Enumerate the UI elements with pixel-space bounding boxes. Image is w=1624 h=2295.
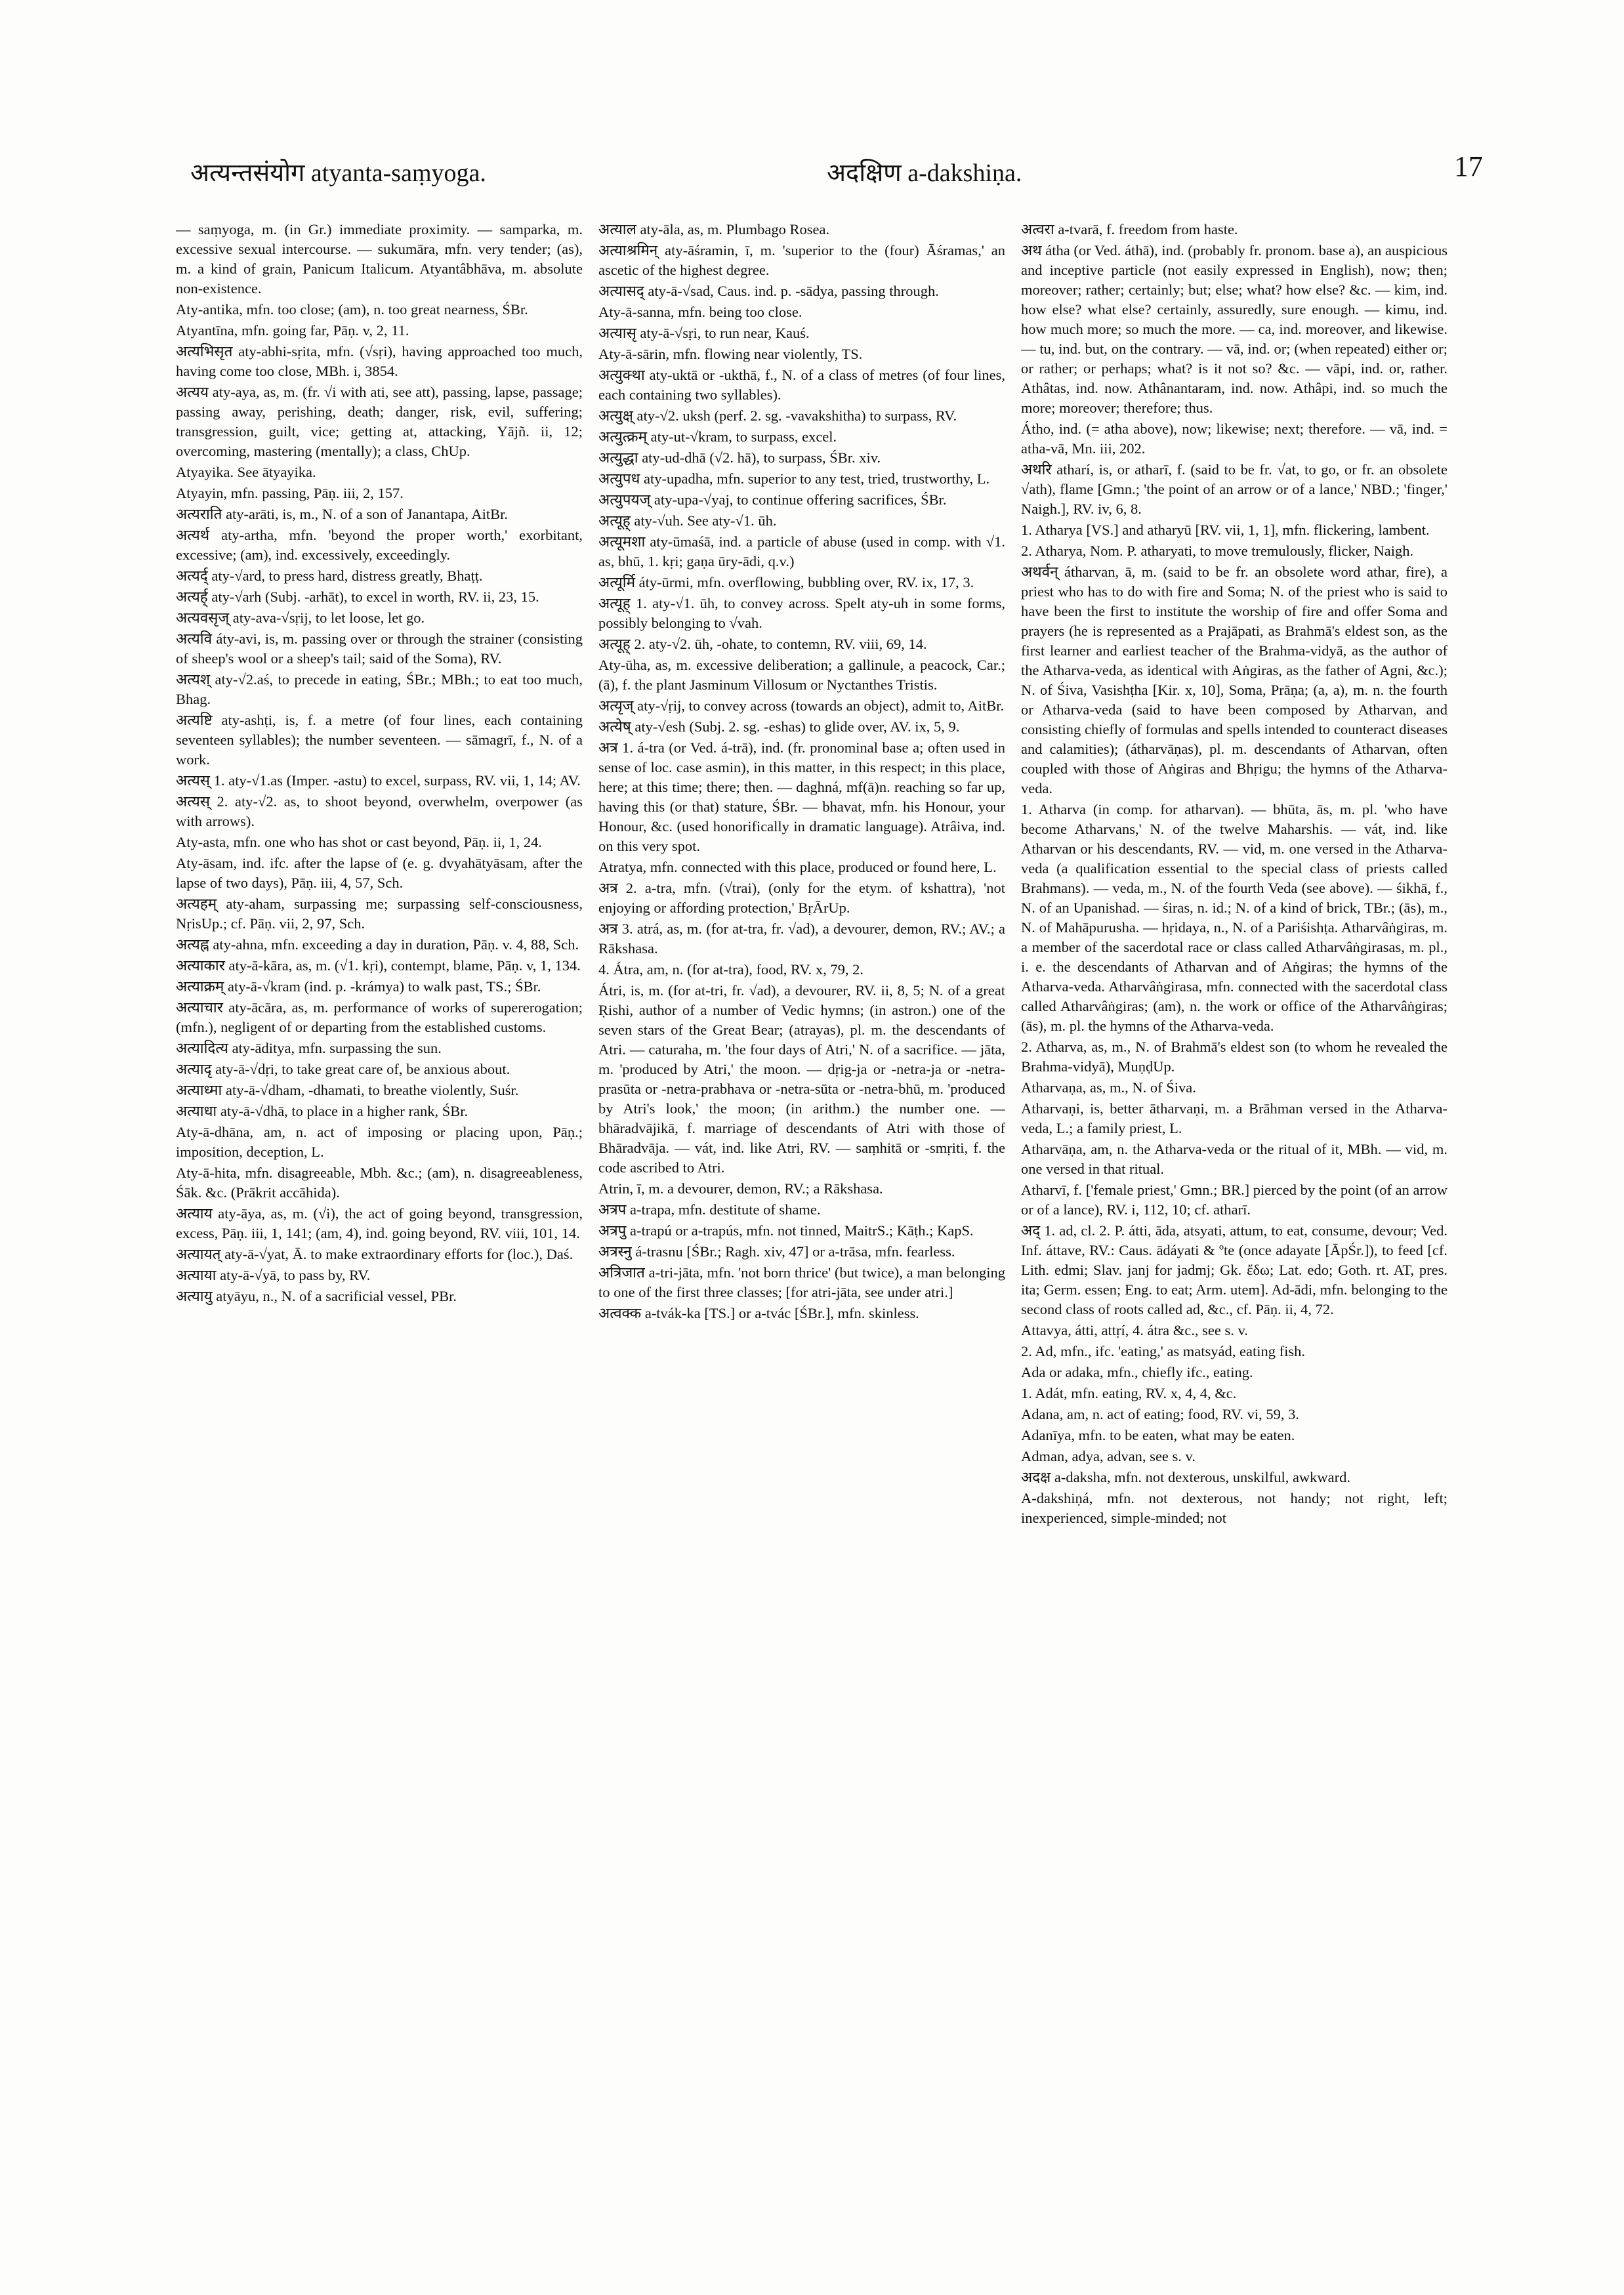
dictionary-entry: अत्याय aty-āya, as, m. (√i), the act of going beyond, transgression, excess, Pāṇ. iii, 1, 141; (am, 4), ind. going beyond, RV. viii, 101, 14. xyxy=(176,1205,583,1241)
header-right-guide-word: अदक्षिण a-dakshiṇa. xyxy=(827,159,1022,187)
dictionary-entry: अत्यय aty-aya, as, m. (fr. √i with ati, see att), passing, lapse, passage; passing away, perishing, death; danger, risk, evil, suffering; transgression, guilt, vice; getting at, attacking, Yājñ. ii, 12; overcoming, mastering (mentally); a class, ChUp. xyxy=(176,384,583,459)
dictionary-entry: अत्याध्मा aty-ā-√dham, -dhamati, to breathe violently, Suśr. xyxy=(176,1082,519,1098)
dictionary-entry: अत्यूह् aty-√uh. See aty-√1. ūh. xyxy=(598,512,777,529)
dictionary-entry: अत्यूह् 2. aty-√2. ūh, -ohate, to contemn, RV. viii, 69, 14. xyxy=(598,636,927,652)
dictionary-entry: अत्यासद् aty-ā-√sad, Caus. ind. p. -sādya, passing through. xyxy=(598,283,939,299)
dictionary-entry: अत्यादृ aty-ā-√dṛi, to take great care of, be anxious about. xyxy=(176,1061,510,1077)
dictionary-entry: अत्यवसृज् aty-ava-√sṛij, to let loose, let go. xyxy=(176,610,425,626)
dictionary-entry: Aty-āsam, ind. ifc. after the lapse of (e. g. dvyahātyāsam, after the lapse of two days), Pāṇ. iii, 4, 57, Sch. xyxy=(176,855,583,891)
dictionary-entry: Adana, am, n. act of eating; food, RV. vi, 59, 3. xyxy=(1021,1406,1299,1422)
dictionary-entry: Adanīya, mfn. to be eaten, what may be eaten. xyxy=(1021,1427,1295,1443)
dictionary-entry: अत्याश्रमिन् aty-āśramin, ī, m. 'superior to the (four) Āśramas,' an ascetic of the highest degree. xyxy=(598,242,1005,278)
dictionary-entry: अद् 1. ad, cl. 2. P. átti, āda, atsyati, attum, to eat, consume, devour; Ved. Inf. áttave, RV.: Caus. ādáyati & ºte (once adayate [ĀpŚr.]), to feed [cf. Lith. edmi; Slav. janj for jadmj; Gk. ἔδω; Lat. edo; Goth. rt. AT, pres. ita; Germ. essen; Eng. to eat; Arm. utem]. Ad-ādi, mfn. belonging to the second class of roots called ad, &c., cf. Pāṇ. ii, 4, 72. xyxy=(1021,1222,1447,1317)
dictionary-entry: Aty-ā-hita, mfn. disagreeable, Mbh. &c.; (am), n. disagreeableness, Śāk. &c. (Prākrit accāhida). xyxy=(176,1165,583,1201)
page-header xyxy=(144,150,1483,202)
dictionary-entry: अत्यूर्मि áty-ūrmi, mfn. overflowing, bubbling over, RV. ix, 17, 3. xyxy=(598,574,974,590)
dictionary-entry: अत्युपध aty-upadha, mfn. superior to any test, tried, trustworthy, L. xyxy=(598,470,990,487)
dictionary-entry: अत्रस्नु á-trasnu [ŚBr.; Ragh. xiv, 47] or a-trāsa, mfn. fearless. xyxy=(598,1243,955,1260)
dictionary-entry: अत्रप a-trapa, mfn. destitute of shame. xyxy=(598,1201,821,1218)
dictionary-entry: अथरि atharí, is, or atharī, f. (said to be fr. √at, to go, or fr. an obsolete √ath), flame [Gmn.; 'the point of an arrow or of a lance,' NBD.; 'finger,' Naigh.], RV. iv, 6, 8. xyxy=(1021,461,1447,517)
dictionary-entry: Aty-asta, mfn. one who has shot or cast beyond, Pāṇ. ii, 1, 24. xyxy=(176,834,543,850)
dictionary-entry: अत्याकार aty-ā-kāra, as, m. (√1. kṛi), contempt, blame, Pāṇ. v, 1, 134. xyxy=(176,957,581,974)
dictionary-entry: Atyayika. See ātyayika. xyxy=(176,464,316,480)
dictionary-entry: अत्युत्क्रम् aty-ut-√kram, to surpass, excel. xyxy=(598,428,837,445)
dictionary-entry: अत्यस् 2. aty-√2. as, to shoot beyond, overwhelm, overpower (as with arrows). xyxy=(176,793,583,829)
dictionary-entry: अत्यर्ह् aty-√arh (Subj. -arhāt), to excel in worth, RV. ii, 23, 15. xyxy=(176,589,539,605)
dictionary-entry: 1. Adát, mfn. eating, RV. x, 4, 4, &c. xyxy=(1021,1385,1237,1401)
header-left-guide-word: अत्यन्तसंयोग atyanta-saṃyoga. xyxy=(190,159,486,187)
dictionary-entry: Atrin, ī, m. a devourer, demon, RV.; a Rākshasa. xyxy=(598,1180,883,1197)
dictionary-entry: अत्रपु a-trapú or a-trapús, mfn. not tinned, MaitrS.; Kāṭh.; KapS. xyxy=(598,1222,974,1239)
dictionary-entry: अत्र 2. a-tra, mfn. (√trai), (only for the etym. of kshattra), 'not enjoying or affording protection,' BṛĀrUp. xyxy=(598,880,1005,916)
page-number: 17 xyxy=(1454,150,1483,182)
dictionary-entry: Attavya, átti, attṛí, 4. átra &c., see s. v. xyxy=(1021,1322,1248,1338)
dictionary-entry: 4. Átra, am, n. (for at-tra), food, RV. x, 79, 2. xyxy=(598,961,864,978)
dictionary-entry: अत्यस् 1. aty-√1.as (Imper. -astu) to excel, surpass, RV. vii, 1, 14; AV. xyxy=(176,772,581,789)
dictionary-entry: अत्यूमशा aty-ūmaśā, ind. a particle of abuse (used in comp. with √1. as, bhū, 1. kṛi; gaṇa ūry-ādi, q.v.) xyxy=(598,533,1005,569)
dictionary-entry: अत्यभिसृत aty-abhi-sṛita, mfn. (√sṛi), having approached too much, having come too close, MBh. i, 3854. xyxy=(176,343,583,379)
dictionary-entry: Ada or adaka, mfn., chiefly ifc., eating. xyxy=(1021,1364,1253,1380)
dictionary-entry: Átho, ind. (= atha above), now; likewise; next; therefore. — vā, ind. = atha-vā, Mn. iii, 202. xyxy=(1021,421,1447,457)
column-1 xyxy=(176,220,583,2254)
dictionary-entry: अथ átha (or Ved. áthā), ind. (probably fr. pronom. base a), an auspicious and inceptive particle (not easily expressed in English), now; then; moreover; rather; certainly; but; else; what? how else? &c. — kim, ind. how else? what else? certainly, assuredly, sure enough. — kimu, ind. how much more; so much the more. — ca, ind. moreover, and likewise. — tu, ind. but, on the contrary. — vā, ind. or; (when repeated) either or; or rather; or perhaps; what? is it not so? &c. — vāpi, ind. or, rather. Athâtas, ind. now. Athânantaram, ind. now. Athâpi, ind. so much the more; moreover; therefore; thus. xyxy=(1021,242,1447,416)
dictionary-entry: अत्यष्टि aty-ashṭi, is, f. a metre (of four lines, each containing seventeen syllables); the number seventeen. — sāmagrī, f., N. of a work. xyxy=(176,712,583,768)
dictionary-entry: Atharvaṇi, is, better ātharvaṇi, m. a Brāhman versed in the Atharva-veda, L.; a family priest, L. xyxy=(1021,1100,1447,1136)
dictionary-entry: अत्याल aty-āla, as, m. Plumbago Rosea. xyxy=(598,221,830,238)
dictionary-entry: अत्वरा a-tvarā, f. freedom from haste. xyxy=(1021,221,1238,238)
dictionary-entry: Atharvāṇa, am, n. the Atharva-veda or the ritual of it, MBh. — vid, m. one versed in that ritual. xyxy=(1021,1141,1447,1177)
dictionary-entry: अत्याचार aty-ācāra, as, m. performance of works of supererogation; (mfn.), negligent of or departing from the established customs. xyxy=(176,999,583,1035)
dictionary-entry: Aty-ā-dhāna, am, n. act of imposing or placing upon, Pāṇ.; imposition, deception, L. xyxy=(176,1124,583,1160)
dictionary-entry: Átri, is, m. (for at-tri, fr. √ad), a devourer, RV. ii, 8, 5; N. of a great Ṛishi, author of a number of Vedic hymns; (in astron.) one of the seven stars of the Great Bear; (atrayas), pl. m. the descendants of Atri. — caturaha, m. 'the four days of Atri,' N. of a sacrifice. — jāta, m. 'produced by Atri,' the moon. — dṛig-ja or -netra-ja or -netra-prasūta or -netra-prabhava or -netra-sūta or -netra-bhū, m. 'produced by Atri's look,' the moon; (in arithm.) the number one. — bhāradvājikā, f. marriage of descendants of Atri with those of Bhāradvāja. — vát, ind. like Atri, RV. — saṃhitā or -smṛiti, f. the code ascribed to Atri. xyxy=(598,982,1005,1176)
dictionary-entry: Atratya, mfn. connected with this place, produced or found here, L. xyxy=(598,859,997,875)
dictionary-entry: — saṃyoga, m. (in Gr.) immediate proximity. — samparka, m. excessive sexual intercourse. — sukumāra, mfn. very tender; (as), m. a kind of grain, Panicum Italicum. Atyantâbhāva, m. absolute non-existence. xyxy=(176,221,583,297)
dictionary-entry: अथर्वन् átharvan, ā, m. (said to be fr. an obsolete word athar, fire), a priest who has to do with fire and Soma; N. of the priest who is said to have been the first to institute the worship of fire and offer Soma and prayers (he is represented as a Prajāpati, as Brahmā's eldest son, as the first learner and earliest teacher of the Brahma-vidyā, as the author of the Atharva-veda, as identical with Aṅgiras, as the father of Agni, &c.); N. of Śiva, Vasishṭha [Kir. x, 10], Soma, Prāṇa; (a, a), m. n. the fourth or Atharva-veda (said to have been composed by Atharvan, and consisting chiefly of formulas and spells intended to counteract diseases and calamities); (átharvāṇas), pl. m. descendants of Atharvan, often coupled with those of Aṅgiras and Bhṛigu; the hymns of the Atharva-veda. xyxy=(1021,564,1447,796)
dictionary-entry: अत्यश् aty-√2.aś, to precede in eating, ŚBr.; MBh.; to eat too much, Bhag. xyxy=(176,671,583,707)
dictionary-entry: Aty-antika, mfn. too close; (am), n. too great nearness, ŚBr. xyxy=(176,301,528,318)
dictionary-entry: A-dakshiṇá, mfn. not dexterous, not handy; not right, left; inexperienced, simple-minded; not xyxy=(1021,1490,1447,1526)
dictionary-entry: अत्युपयज् aty-upa-√yaj, to continue offering sacrifices, ŚBr. xyxy=(598,491,947,508)
dictionary-entry: अत्युक्ष् aty-√2. uksh (perf. 2. sg. -vavakshitha) to surpass, RV. xyxy=(598,407,957,424)
dictionary-entry: Atharvaṇa, as, m., N. of Śiva. xyxy=(1021,1079,1196,1096)
dictionary-entry: अत्यायत् aty-ā-√yat, Ā. to make extraordinary efforts for (loc.), Daś. xyxy=(176,1246,573,1262)
column-3 xyxy=(1021,220,1447,2254)
dictionary-entry: 1. Atharya [VS.] and atharyū [RV. vii, 1, 1], mfn. flickering, lambent. xyxy=(1021,522,1430,538)
dictionary-entry: Atyayin, mfn. passing, Pāṇ. iii, 2, 157. xyxy=(176,485,404,501)
dictionary-entry: Adman, adya, advan, see s. v. xyxy=(1021,1448,1196,1464)
dictionary-entry: अत्र 3. atrá, as, m. (for at-tra, fr. √ad), a devourer, demon, RV.; AV.; a Rākshasa. xyxy=(598,920,1005,957)
dictionary-entry: अदक्ष a-daksha, mfn. not dexterous, unskilful, awkward. xyxy=(1021,1469,1351,1485)
dictionary-entry: 2. Ad, mfn., ifc. 'eating,' as matsyád, eating fish. xyxy=(1021,1343,1306,1359)
dictionary-entry: Atyantīna, mfn. going far, Pāṇ. v, 2, 11. xyxy=(176,322,409,339)
dictionary-entry: Aty-ā-sanna, mfn. being too close. xyxy=(598,304,802,320)
dictionary-entry: अत्यादित्य aty-āditya, mfn. surpassing the sun. xyxy=(176,1040,442,1056)
dictionary-entry: अत्यृज् aty-√ṛij, to convey across (towards an object), admit to, AitBr. xyxy=(598,697,1005,714)
dictionary-entry: अत्यवि áty-avi, is, m. passing over or through the strainer (consisting of sheep's wool or a sheep's tail; said of the Soma), RV. xyxy=(176,631,583,667)
dictionary-entry: अत्यासृ aty-ā-√sṛi, to run near, Kauś. xyxy=(598,325,810,341)
dictionary-entry: अत्याया aty-ā-√yā, to pass by, RV. xyxy=(176,1267,371,1283)
dictionary-entry: अत्येष् aty-√esh (Subj. 2. sg. -eshas) to glide over, AV. ix, 5, 9. xyxy=(598,718,960,735)
dictionary-entry: अत्यर्द् aty-√ard, to press hard, distress greatly, Bhaṭṭ. xyxy=(176,568,483,584)
dictionary-entry: अत्युक्था aty-uktā or -ukthā, f., N. of a class of metres (of four lines, each containing two syllables). xyxy=(598,367,1005,403)
dictionary-entry: अत्यूह् 1. aty-√1. ūh, to convey across. Spelt aty-uh in some forms, possibly belonging to √vah. xyxy=(598,595,1005,631)
dictionary-entry: अत्याधा aty-ā-√dhā, to place in a higher rank, ŚBr. xyxy=(176,1103,468,1119)
dictionary-entry: अत्यह्न aty-ahna, mfn. exceeding a day in duration, Pāṇ. v. 4, 88, Sch. xyxy=(176,936,579,953)
dictionary-entry: 1. Atharva (in comp. for atharvan). — bhūta, ās, m. pl. 'who have become Atharvans,' N. of the twelve Maharshis. — vát, ind. like Atharvan or his descendants, RV. — vid, m. one versed in the Atharva-veda (a qualification essential to the special class of priests called Brahmans). — veda, m., N. of the fourth Veda (see above). — śikhā, f., N. of an Upanishad. — śiras, n. id.; N. of a kind of brick, TBr.; (ās), m., N. of Mahāpurusha. — hṛidaya, n., N. of a Pariśishṭa. Atharvâṅgiras, m. a member of the sacerdotal race or class called Atharvâṅgirasas, m. pl., i. e. the descendants of Atharvan and of Aṅgiras; the hymns of the Atharva-veda. Atharvâṅgirasa, mfn. connected with the sacerdotal class called Atharvâṅgiras; (am), n. the work or office of the Atharvâṅgiras; (ās), m. pl. the hymns of the Atharva-veda. xyxy=(1021,801,1447,1034)
dictionary-entry: अत्र 1. á-tra (or Ved. á-trā), ind. (fr. pronominal base a; often used in sense of loc. case asmin), in this matter, in this respect; in this place, here; at this time; there; then. — daghná, mf(ā)n. reaching so far up, having this (or that) stature, ŚBr. — bhavat, mfn. his Honour, your Honour, &c. (used honorifically in dramatic language). Atrâiva, ind. on this very spot. xyxy=(598,739,1005,854)
dictionary-entry: Aty-ūha, as, m. excessive deliberation; a gallinule, a peacock, Car.; (ā), f. the plant Jasminum Villosum or Nyctanthes Tristis. xyxy=(598,657,1005,693)
dictionary-entry: अत्यहम् aty-aham, surpassing me; surpassing self-consciousness, NṛisUp.; cf. Pāṇ. vii, 2, 97, Sch. xyxy=(176,896,583,932)
dictionary-entry: अत्यराति aty-arāti, is, m., N. of a son of Janantapa, AitBr. xyxy=(176,506,508,522)
dictionary-entry: Atharvī, f. ['female priest,' Gmn.; BR.] pierced by the point (of an arrow or of a lance), RV. i, 112, 10; cf. atharī. xyxy=(1021,1182,1447,1218)
dictionary-entry: अत्यर्थ aty-artha, mfn. 'beyond the proper worth,' exorbitant, excessive; (am), ind. excessively, exceedingly. xyxy=(176,527,583,563)
dictionary-entry: अत्याक्रम् aty-ā-√kram (ind. p. -krámya) to walk past, TS.; ŚBr. xyxy=(176,978,541,995)
dictionary-entry: Aty-ā-sārin, mfn. flowing near violently, TS. xyxy=(598,346,863,362)
dictionary-entry: 2. Atharya, Nom. P. atharyati, to move tremulously, flicker, Naigh. xyxy=(1021,543,1414,559)
dictionary-entry: अत्वक्क a-tvák-ka [TS.] or a-tvác [ŚBr.], mfn. skinless. xyxy=(598,1305,919,1321)
column-2 xyxy=(598,220,1005,2254)
dictionary-entry: अत्युद्धा aty-ud-dhā (√2. hā), to surpass, ŚBr. xiv. xyxy=(598,449,881,466)
dictionary-entry: 2. Atharva, as, m., N. of Brahmā's eldest son (to whom he revealed the Brahma-vidyā), MuṇḍUp. xyxy=(1021,1039,1447,1075)
dictionary-entry: अत्रिजात a-tri-jāta, mfn. 'not born thrice' (but twice), a man belonging to one of the first three classes; [for atri-jāta, see under atri.] xyxy=(598,1264,1005,1300)
dictionary-entry: अत्यायु atyāyu, n., N. of a sacrificial vessel, PBr. xyxy=(176,1288,457,1304)
